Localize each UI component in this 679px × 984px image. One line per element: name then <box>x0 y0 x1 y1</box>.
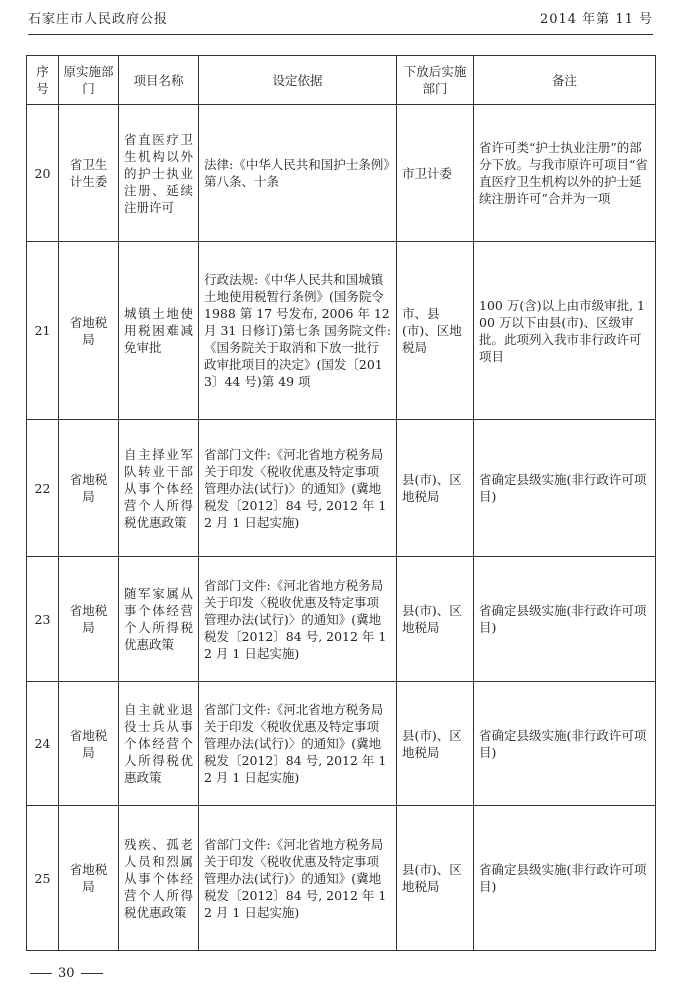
row-item-name: 残疾、孤老人员和烈属从事个体经营个人所得税优惠政策 <box>119 806 199 951</box>
row-basis: 省部门文件:《河北省地方税务局关于印发〈税收优惠及特定事项管理办法(试行)〉的通知》(冀地税发〔2012〕84 号, 2012 年 12 月 1 日起实施) <box>199 806 397 951</box>
col-header-note: 备注 <box>474 56 656 105</box>
row-no: 23 <box>27 557 59 682</box>
page-header <box>28 8 653 35</box>
row-orig-dept: 省地税局 <box>59 682 119 806</box>
row-after-dept: 县(市)、区地税局 <box>397 806 474 951</box>
row-basis: 省部门文件:《河北省地方税务局关于印发〈税收优惠及特定事项管理办法(试行)〉的通知》(冀地税发〔2012〕84 号, 2012 年 12 月 1 日起实施) <box>199 557 397 682</box>
page-number: 30 <box>58 966 75 981</box>
col-header-no: 序号 <box>27 56 59 105</box>
row-no: 20 <box>27 105 59 242</box>
row-note: 省确定县级实施(非行政许可项目) <box>474 557 656 682</box>
col-header-basis: 设定依据 <box>199 56 397 105</box>
row-orig-dept: 省卫生计生委 <box>59 105 119 242</box>
row-note: 省许可类“护士执业注册”的部分下放。与我市原许可项目“省直医疗卫生机构以外的护士延续注册许可”合并为一项 <box>474 105 656 242</box>
row-basis: 省部门文件:《河北省地方税务局关于印发〈税收优惠及特定事项管理办法(试行)〉的通知》(冀地税发〔2012〕84 号, 2012 年 12 月 1 日起实施) <box>199 420 397 557</box>
row-note: 省确定县级实施(非行政许可项目) <box>474 682 656 806</box>
row-item-name: 自主择业军队转业干部从事个体经营个人所得税优惠政策 <box>119 420 199 557</box>
row-after-dept: 县(市)、区地税局 <box>397 557 474 682</box>
row-after-dept: 市、县(市)、区地税局 <box>397 242 474 420</box>
row-after-dept: 县(市)、区地税局 <box>397 420 474 557</box>
col-header-orig-dept: 原实施部门 <box>59 56 119 105</box>
row-no: 21 <box>27 242 59 420</box>
row-after-dept: 县(市)、区地税局 <box>397 682 474 806</box>
col-header-item-name: 项目名称 <box>119 56 199 105</box>
row-no: 25 <box>27 806 59 951</box>
row-orig-dept: 省地税局 <box>59 806 119 951</box>
publication-title: 石家庄市人民政府公报 <box>28 12 169 27</box>
table-header-row <box>27 56 656 105</box>
issue-number: 2014 年第 11 号 <box>539 12 653 27</box>
row-orig-dept: 省地税局 <box>59 242 119 420</box>
row-item-name: 自主就业退役士兵从事个体经营个人所得税优惠政策 <box>119 682 199 806</box>
row-basis: 省部门文件:《河北省地方税务局关于印发〈税收优惠及特定事项管理办法(试行)〉的通知》(冀地税发〔2012〕84 号, 2012 年 12 月 1 日起实施) <box>199 682 397 806</box>
row-no: 22 <box>27 420 59 557</box>
row-note: 省确定县级实施(非行政许可项目) <box>474 806 656 951</box>
col-header-after-dept: 下放后实施部门 <box>397 56 474 105</box>
table-row <box>27 557 656 682</box>
table-row <box>27 682 656 806</box>
row-item-name: 城镇土地使用税困难减免审批 <box>119 242 199 420</box>
footer-dash-right <box>81 973 103 974</box>
row-note: 100 万(含)以上由市级审批, 100 万以下由县(市)、区级审批。此项列入我市非行政许可项目 <box>474 242 656 420</box>
row-orig-dept: 省地税局 <box>59 557 119 682</box>
table-row <box>27 806 656 951</box>
page-footer <box>30 966 103 981</box>
row-after-dept: 市卫计委 <box>397 105 474 242</box>
table-row <box>27 420 656 557</box>
decentralization-table <box>26 55 656 951</box>
footer-dash-left <box>30 973 52 974</box>
row-item-name: 随军家属从事个体经营个人所得税优惠政策 <box>119 557 199 682</box>
row-item-name: 省直医疗卫生机构以外的护士执业注册、延续注册许可 <box>119 105 199 242</box>
table-row <box>27 105 656 242</box>
row-basis: 行政法规:《中华人民共和国城镇土地使用税暂行条例》(国务院令 1988 第 17 号发布, 2006 年 12 月 31 日修订)第七条 国务院文件:《国务院关于取消和下放一批行政审批项目的决定》(国发〔2013〕44 号)第 49 项 <box>199 242 397 420</box>
row-no: 24 <box>27 682 59 806</box>
row-note: 省确定县级实施(非行政许可项目) <box>474 420 656 557</box>
table-row <box>27 242 656 420</box>
row-basis: 法律:《中华人民共和国护士条例》第八条、十条 <box>199 105 397 242</box>
row-orig-dept: 省地税局 <box>59 420 119 557</box>
